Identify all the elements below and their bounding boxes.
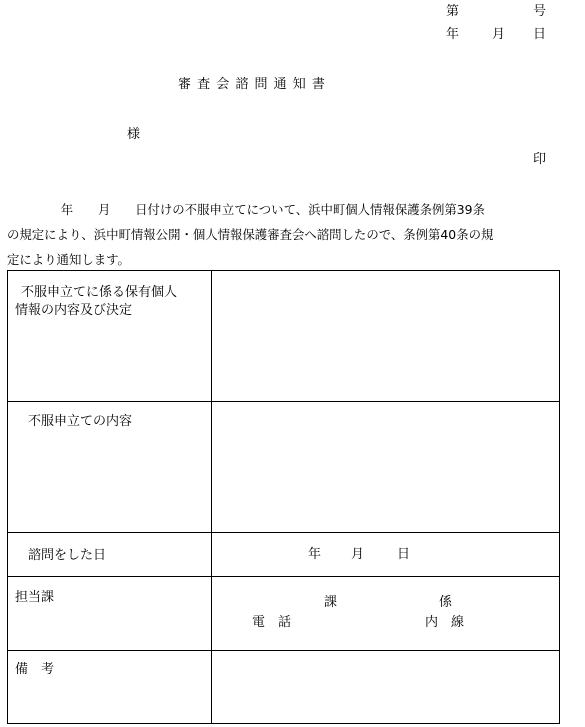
row2-label-cell xyxy=(7,401,212,533)
row3-label-cell xyxy=(7,532,212,577)
row5-label-cell xyxy=(7,650,212,724)
row2-value-cell[interactable] xyxy=(211,401,560,533)
row3-year: 年 xyxy=(308,547,322,562)
body-line-2: の規定により、浜中町情報公開・個人情報保護審査会へ諮問したので、条例第40条の規 xyxy=(7,227,494,242)
seal-mark: 印 xyxy=(533,152,547,167)
row1-label-line2: 情報の内容及び決定 xyxy=(15,302,133,318)
date-day-label: 日 xyxy=(533,27,547,42)
row4-naisen: 内 線 xyxy=(425,615,465,630)
row5-label: 備 考 xyxy=(15,662,55,677)
row5-value-cell[interactable] xyxy=(211,650,560,724)
row3-day: 日 xyxy=(397,547,411,562)
row2-label: 不服申立ての内容 xyxy=(15,414,133,429)
body-line-3: 定により通知します。 xyxy=(7,252,130,267)
notification-form-table xyxy=(7,270,560,724)
row1-value-cell[interactable] xyxy=(211,270,560,402)
row4-denwa: 電 話 xyxy=(252,615,292,630)
date-month-label: 月 xyxy=(492,27,506,42)
row3-month: 月 xyxy=(351,547,365,562)
row1-label-cell xyxy=(7,270,212,402)
addressee-sama: 様 xyxy=(127,127,141,142)
body-line-1: 年 月 日付けの不服申立てについて、浜中町個人情報保護条例第39条 xyxy=(36,202,485,217)
row3-label: 諮問をした日 xyxy=(15,548,107,563)
row4-label-cell xyxy=(7,576,212,651)
document-title: 審 査 会 諮 問 通 知 書 xyxy=(178,77,326,92)
number-dai-label: 第 xyxy=(446,4,460,19)
date-year-label: 年 xyxy=(446,27,460,42)
row3-value-cell[interactable] xyxy=(211,532,560,577)
row4-ka: 課 xyxy=(324,595,338,610)
row4-label: 担当課 xyxy=(15,590,55,605)
row1-label-line1: 不服申立てに係る保有個人 xyxy=(8,285,178,300)
row4-value-cell[interactable] xyxy=(211,576,560,651)
row4-kakari: 係 xyxy=(439,595,453,610)
number-go-label: 号 xyxy=(533,4,547,19)
